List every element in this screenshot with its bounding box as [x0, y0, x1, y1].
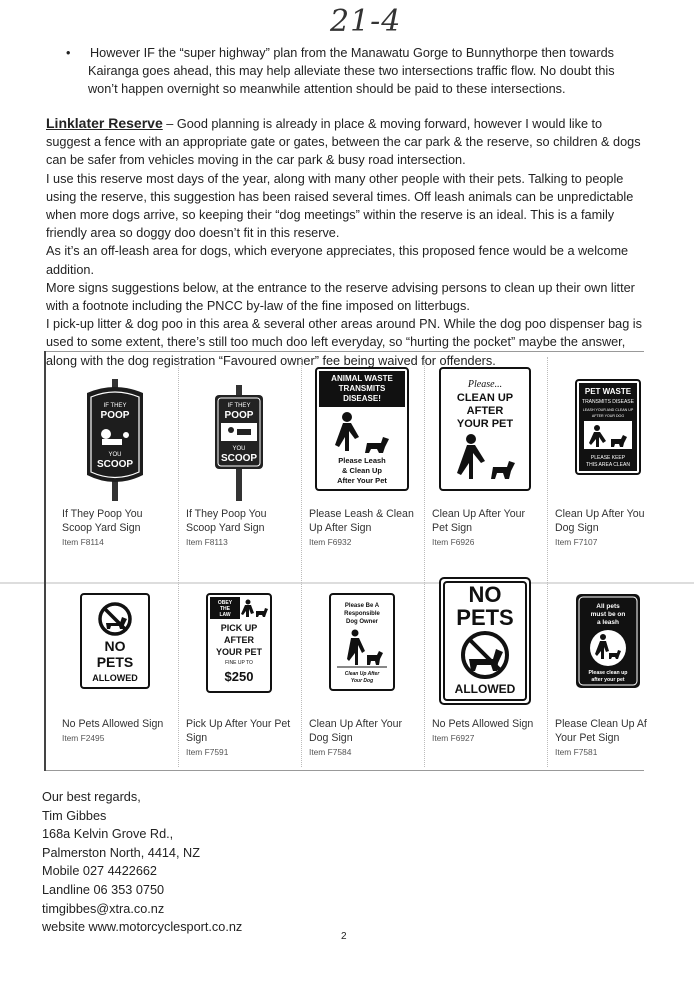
catalog-card[interactable] [178, 561, 300, 766]
catalog-bottom-rule [44, 770, 644, 771]
product-item-number: Item F7591 [186, 747, 229, 757]
product-item-number: Item F6927 [432, 733, 475, 743]
product-caption [62, 507, 180, 548]
product-caption [62, 717, 180, 744]
section-line: friendly area so doggy doo doesn’t fit in this reserve. [46, 226, 340, 241]
sign-text: SCOOP [96, 459, 134, 470]
section-line: when more dogs arrive, so keeping their “dog meetings” within the reserve is an ideal. This is a family [46, 208, 615, 223]
page-number: 2 [341, 931, 347, 942]
product-item-number: Item F6932 [309, 537, 352, 547]
sign-text: TRANSMITS DISEASE [582, 399, 634, 405]
product-title: Pet Sign [432, 522, 473, 534]
sign-text: ANIMAL WASTE [331, 374, 393, 383]
sign-text: IF THEY [227, 403, 251, 409]
product-item-number: Item F8114 [62, 537, 104, 547]
product-title: Dog Sign [555, 522, 599, 534]
section-line: More signs suggestions below, at the entrance to the reserve advising persons to clean up their own litter [46, 280, 635, 295]
sign-text: NO [468, 582, 502, 607]
bullet-line-1: However IF the “super highway” plan from the Manawatu Gorge to Bunnythorpe then towards [90, 46, 614, 60]
landline-number: Landline 06 353 0750 [42, 882, 165, 897]
sign-text: TRANSMITS [338, 384, 386, 393]
product-caption [186, 717, 304, 758]
section-line: As it’s an off-leash area for dogs, which everyone appreciates, this proposed fence would be a welcome [46, 244, 629, 259]
sign-text: All pets [596, 603, 620, 610]
sign-text: PICK UP [220, 623, 258, 633]
product-title: Clean Up After Your [432, 508, 526, 520]
section-line: I pick-up litter & dog poo in this area & several other areas around PN. While the dog poo dispenser bag is [46, 317, 642, 332]
section-line: along with the dog registration “Favoured owner” fee being waived for offenders. [46, 353, 496, 368]
sign-text: YOU [108, 452, 122, 458]
email-address[interactable]: timgibbes@xtra.co.nz [42, 901, 165, 916]
sign-text: NO [104, 638, 126, 654]
sign-text: ALLOWED [92, 673, 138, 683]
responsible-dog-owner-sign-image [329, 593, 395, 691]
product-item-number: Item F6926 [432, 537, 475, 547]
sign-text: AFTER [224, 635, 254, 645]
sign-text: YOU [232, 446, 246, 452]
sign-text: Your Dog [350, 678, 374, 684]
bullet-paragraph [60, 44, 660, 99]
bullet-line-3: won’t happen overnight so meanwhile attention should be paid to these intersections. [88, 82, 566, 97]
sign-text: PET WASTE [584, 387, 632, 396]
bullet-symbol: • [66, 46, 71, 60]
sign-text: POOP [224, 410, 254, 421]
linklater-section [46, 114, 650, 370]
catalog-card[interactable] [54, 351, 176, 556]
bullet-line-2: Kairanga goes ahead, this may help alleviate these two intersections traffic flow. No doubt this [88, 64, 615, 79]
signoff: Our best regards, [42, 790, 141, 804]
sign-text: SCOOP [220, 453, 258, 464]
clean-up-pet-sign-image [439, 367, 531, 491]
product-item-number: Item F7584 [309, 747, 352, 757]
product-item-number: Item F8113 [186, 537, 228, 547]
sign-text: AFTER [466, 405, 504, 417]
sign-text: AFTER YOUR DOG [591, 414, 625, 418]
product-caption [432, 507, 550, 548]
sign-text: After Your Pet [337, 476, 387, 485]
product-title: No Pets Allowed Sign [62, 718, 164, 730]
product-title: Please Leash & Clean [309, 508, 414, 520]
product-title: Clean Up After Your [309, 718, 403, 730]
signature-block [42, 788, 242, 937]
product-caption [555, 717, 673, 758]
sign-text: after your pet [591, 677, 625, 683]
section-line: used to some extent, there’s still too much doo left everyday, so “hurting the pocket” maybe the answer, [46, 335, 626, 350]
sign-text: THIS AREA CLEAN [586, 462, 630, 468]
product-title: Clean Up After You [555, 508, 645, 520]
no-pets-allowed-sign-image [439, 577, 531, 705]
sign-text: Clean Up After [344, 671, 380, 677]
sign-text: ALLOWED [454, 682, 516, 696]
animal-waste-sign-image [315, 367, 409, 491]
product-title: Scoop Yard Sign [62, 522, 141, 534]
pick-up-after-pet-sign-image [206, 593, 272, 693]
sign-text: PETS [96, 654, 134, 670]
sign-text: PLEASE KEEP [590, 455, 626, 461]
sign-text: POOP [100, 410, 130, 421]
sender-name: Tim Gibbes [42, 808, 107, 823]
address-line: 168a Kelvin Grove Rd., [42, 827, 174, 842]
sign-text: LAW [219, 612, 231, 618]
sign-text: must be on [590, 611, 626, 618]
product-caption [432, 717, 550, 744]
pet-waste-sign-image [575, 379, 641, 475]
catalog-card[interactable] [424, 561, 546, 766]
poop-scoop-sign-image [82, 379, 148, 501]
product-title: Your Pet Sign [555, 732, 620, 744]
product-title: Sign [186, 732, 208, 744]
section-line: – Good planning is already in place & moving forward, however I would like to [162, 117, 603, 131]
sign-text: YOUR PET [456, 418, 514, 430]
product-title: Dog Sign [309, 732, 353, 744]
catalog-card[interactable] [547, 351, 669, 556]
sign-text: Please Be A [344, 603, 380, 609]
product-title: If They Poop You [62, 508, 143, 520]
no-pets-allowed-sign-image [80, 593, 150, 689]
sign-catalog [44, 351, 647, 771]
catalog-card[interactable] [54, 561, 176, 766]
section-line: suggest a fence with an appropriate gate or gates, between the car park & the reserve, so children & dogs [46, 135, 641, 150]
product-caption [309, 507, 427, 548]
section-line: can be safer from vehicles moving in the car park & busy road intersection. [46, 153, 466, 168]
catalog-card[interactable] [301, 351, 423, 556]
handwritten-page-mark: 21-4 [330, 4, 402, 39]
poop-scoop-sign-image [209, 385, 269, 501]
address-line: Palmerston North, 4414, NZ [42, 845, 200, 860]
sign-text: IF THEY [103, 403, 127, 409]
product-title: Pick Up After Your Pet [186, 718, 291, 730]
section-heading: Linklater Reserve [46, 115, 163, 131]
sign-text: Please... [467, 379, 503, 390]
sign-text: $250 [224, 669, 254, 684]
sign-text: CLEAN UP [456, 392, 514, 404]
product-caption [186, 507, 304, 548]
sign-text: LEASH YOUR AND CLEAN UP [582, 408, 634, 412]
sign-text: OBEY [217, 600, 233, 606]
section-line: I use this reserve most days of the year, along with many other people with their pets. Talking to people [46, 171, 624, 186]
section-line: with a footnote including the PNCC by-law of the fine imposed on litterbugs. [46, 299, 470, 314]
product-item-number: Item F2495 [62, 733, 105, 743]
product-title: Scoop Yard Sign [186, 522, 265, 534]
section-line: using the reserve, this suggestion has been raised several times. Off leash animals can be unpredictable [46, 189, 634, 204]
sign-text: DISEASE! [343, 394, 381, 403]
section-line: addition. [46, 262, 94, 277]
sign-text: YOUR PET [215, 647, 263, 657]
sign-text: Please Leash [338, 456, 386, 465]
product-title: Please Clean Up Af [555, 718, 647, 730]
sign-text: Responsible [344, 611, 380, 617]
website[interactable]: website www.motorcyclesport.co.nz [42, 920, 243, 935]
catalog-card[interactable] [301, 561, 423, 766]
product-title: Up After Sign [309, 522, 372, 534]
sign-text: Dog Owner [345, 619, 379, 625]
sign-text: Please clean up [588, 670, 628, 676]
sign-text: a leash [596, 619, 620, 626]
catalog-card[interactable] [424, 351, 546, 556]
catalog-left-edge [44, 351, 46, 771]
sign-text: FINE UP TO [225, 660, 253, 666]
product-title: No Pets Allowed Sign [432, 718, 534, 730]
product-caption [555, 507, 673, 548]
product-caption [309, 717, 427, 758]
product-item-number: Item F7581 [555, 747, 598, 757]
mobile-number: Mobile 027 4422662 [42, 864, 157, 879]
sign-text: & Clean Up [341, 466, 383, 475]
pets-on-leash-sign-image [575, 593, 641, 689]
catalog-card[interactable] [547, 561, 669, 766]
catalog-card[interactable] [178, 351, 300, 556]
product-title: If They Poop You [186, 508, 267, 520]
product-item-number: Item F7107 [555, 537, 598, 547]
sign-text: THE [220, 606, 230, 612]
sign-text: PETS [456, 605, 514, 630]
